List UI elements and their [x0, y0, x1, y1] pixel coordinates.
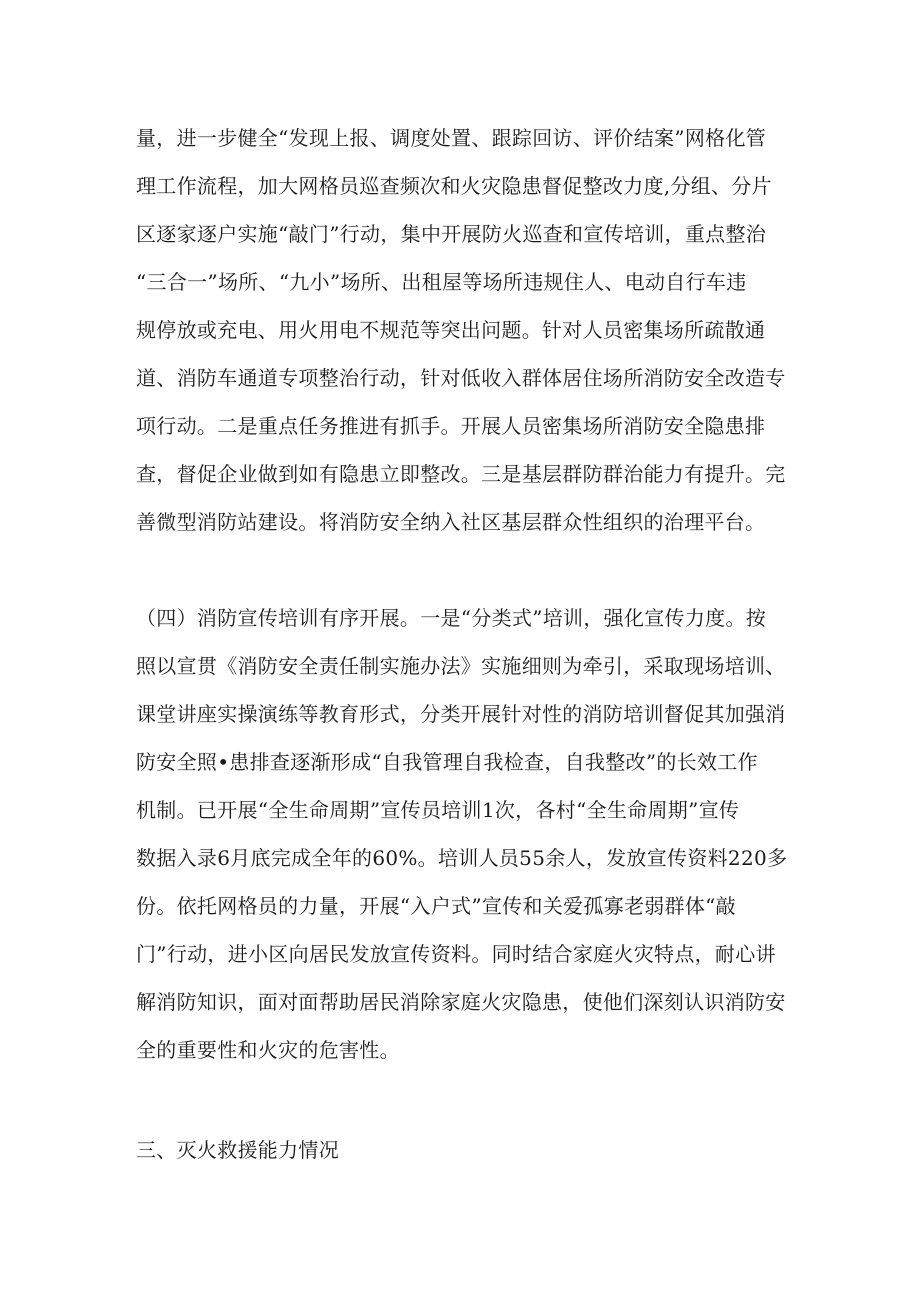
text-line: 课堂讲座实操演练等教育形式，分类开展针对性的消防培训督促其加强消 — [136, 702, 786, 726]
text-line: 全的重要性和火灾的危害性。 — [136, 1038, 400, 1062]
text-line: 照以宣贯《消防安全责任制实施办法》实施细则为牵引，采取现场培训、 — [136, 654, 786, 678]
text-line: 解消防知识，面对面帮助居民消除家庭火灾隐患，使他们深刻认识消防安 — [136, 990, 786, 1014]
text-line: 数据入录6月底完成全年的60%。培训人员55余人，发放宣传资料220多 — [136, 846, 788, 870]
text-line: 机制。已开展“全生命周期”宣传员培训1次，各村“全生命周期”宣传 — [136, 798, 740, 822]
text-line: 量，进一步健全“发现上报、调度处置、跟踪回访、评价结案”网格化管 — [136, 126, 767, 150]
text-line: 防安全照•患排查逐渐形成“自我管理自我检查，自我整改”的长效工作 — [136, 750, 758, 774]
text-line: 区逐家逐户实施“敲门”行动，集中开展防火巡查和宣传培训，重点整治 — [136, 222, 767, 246]
text-line: 善微型消防站建设。将消防安全纳入社区基层群众性组织的治理平台。 — [136, 510, 766, 534]
text-line: 项行动。二是重点任务推进有抓手。开展人员密集场所消防安全隐患排 — [136, 414, 766, 438]
text-line: 道、消防车通道专项整治行动，针对低收入群体居住场所消防安全改造专 — [136, 366, 786, 390]
text-line: 门”行动，进小区向居民发放宣传资料。同时结合家庭火灾特点，耐心讲 — [136, 942, 776, 966]
text-line: 理工作流程，加大网格员巡查频次和火灾隐患督促整改力度,分组、分片 — [136, 174, 772, 198]
text-line: “三合一”场所、“九小”场所、出租屋等场所违规住人、电动自行车违 — [136, 270, 747, 294]
text-line: 份。依托网格员的力量，开展“入户式”宣传和关爱孤寡老弱群体“敲 — [136, 894, 736, 918]
text-line: 规停放或充电、用火用电不规范等突出问题。针对人员密集场所疏散通 — [136, 318, 766, 342]
text-line: 查，督促企业做到如有隐患立即整改。三是基层群防群治能力有提升。完 — [136, 462, 786, 486]
section-heading: 三、灭火救援能力情况 — [136, 1138, 339, 1162]
text-line: （四）消防宣传培训有序开展。一是“分类式”培训，强化宣传力度。按 — [136, 606, 767, 630]
